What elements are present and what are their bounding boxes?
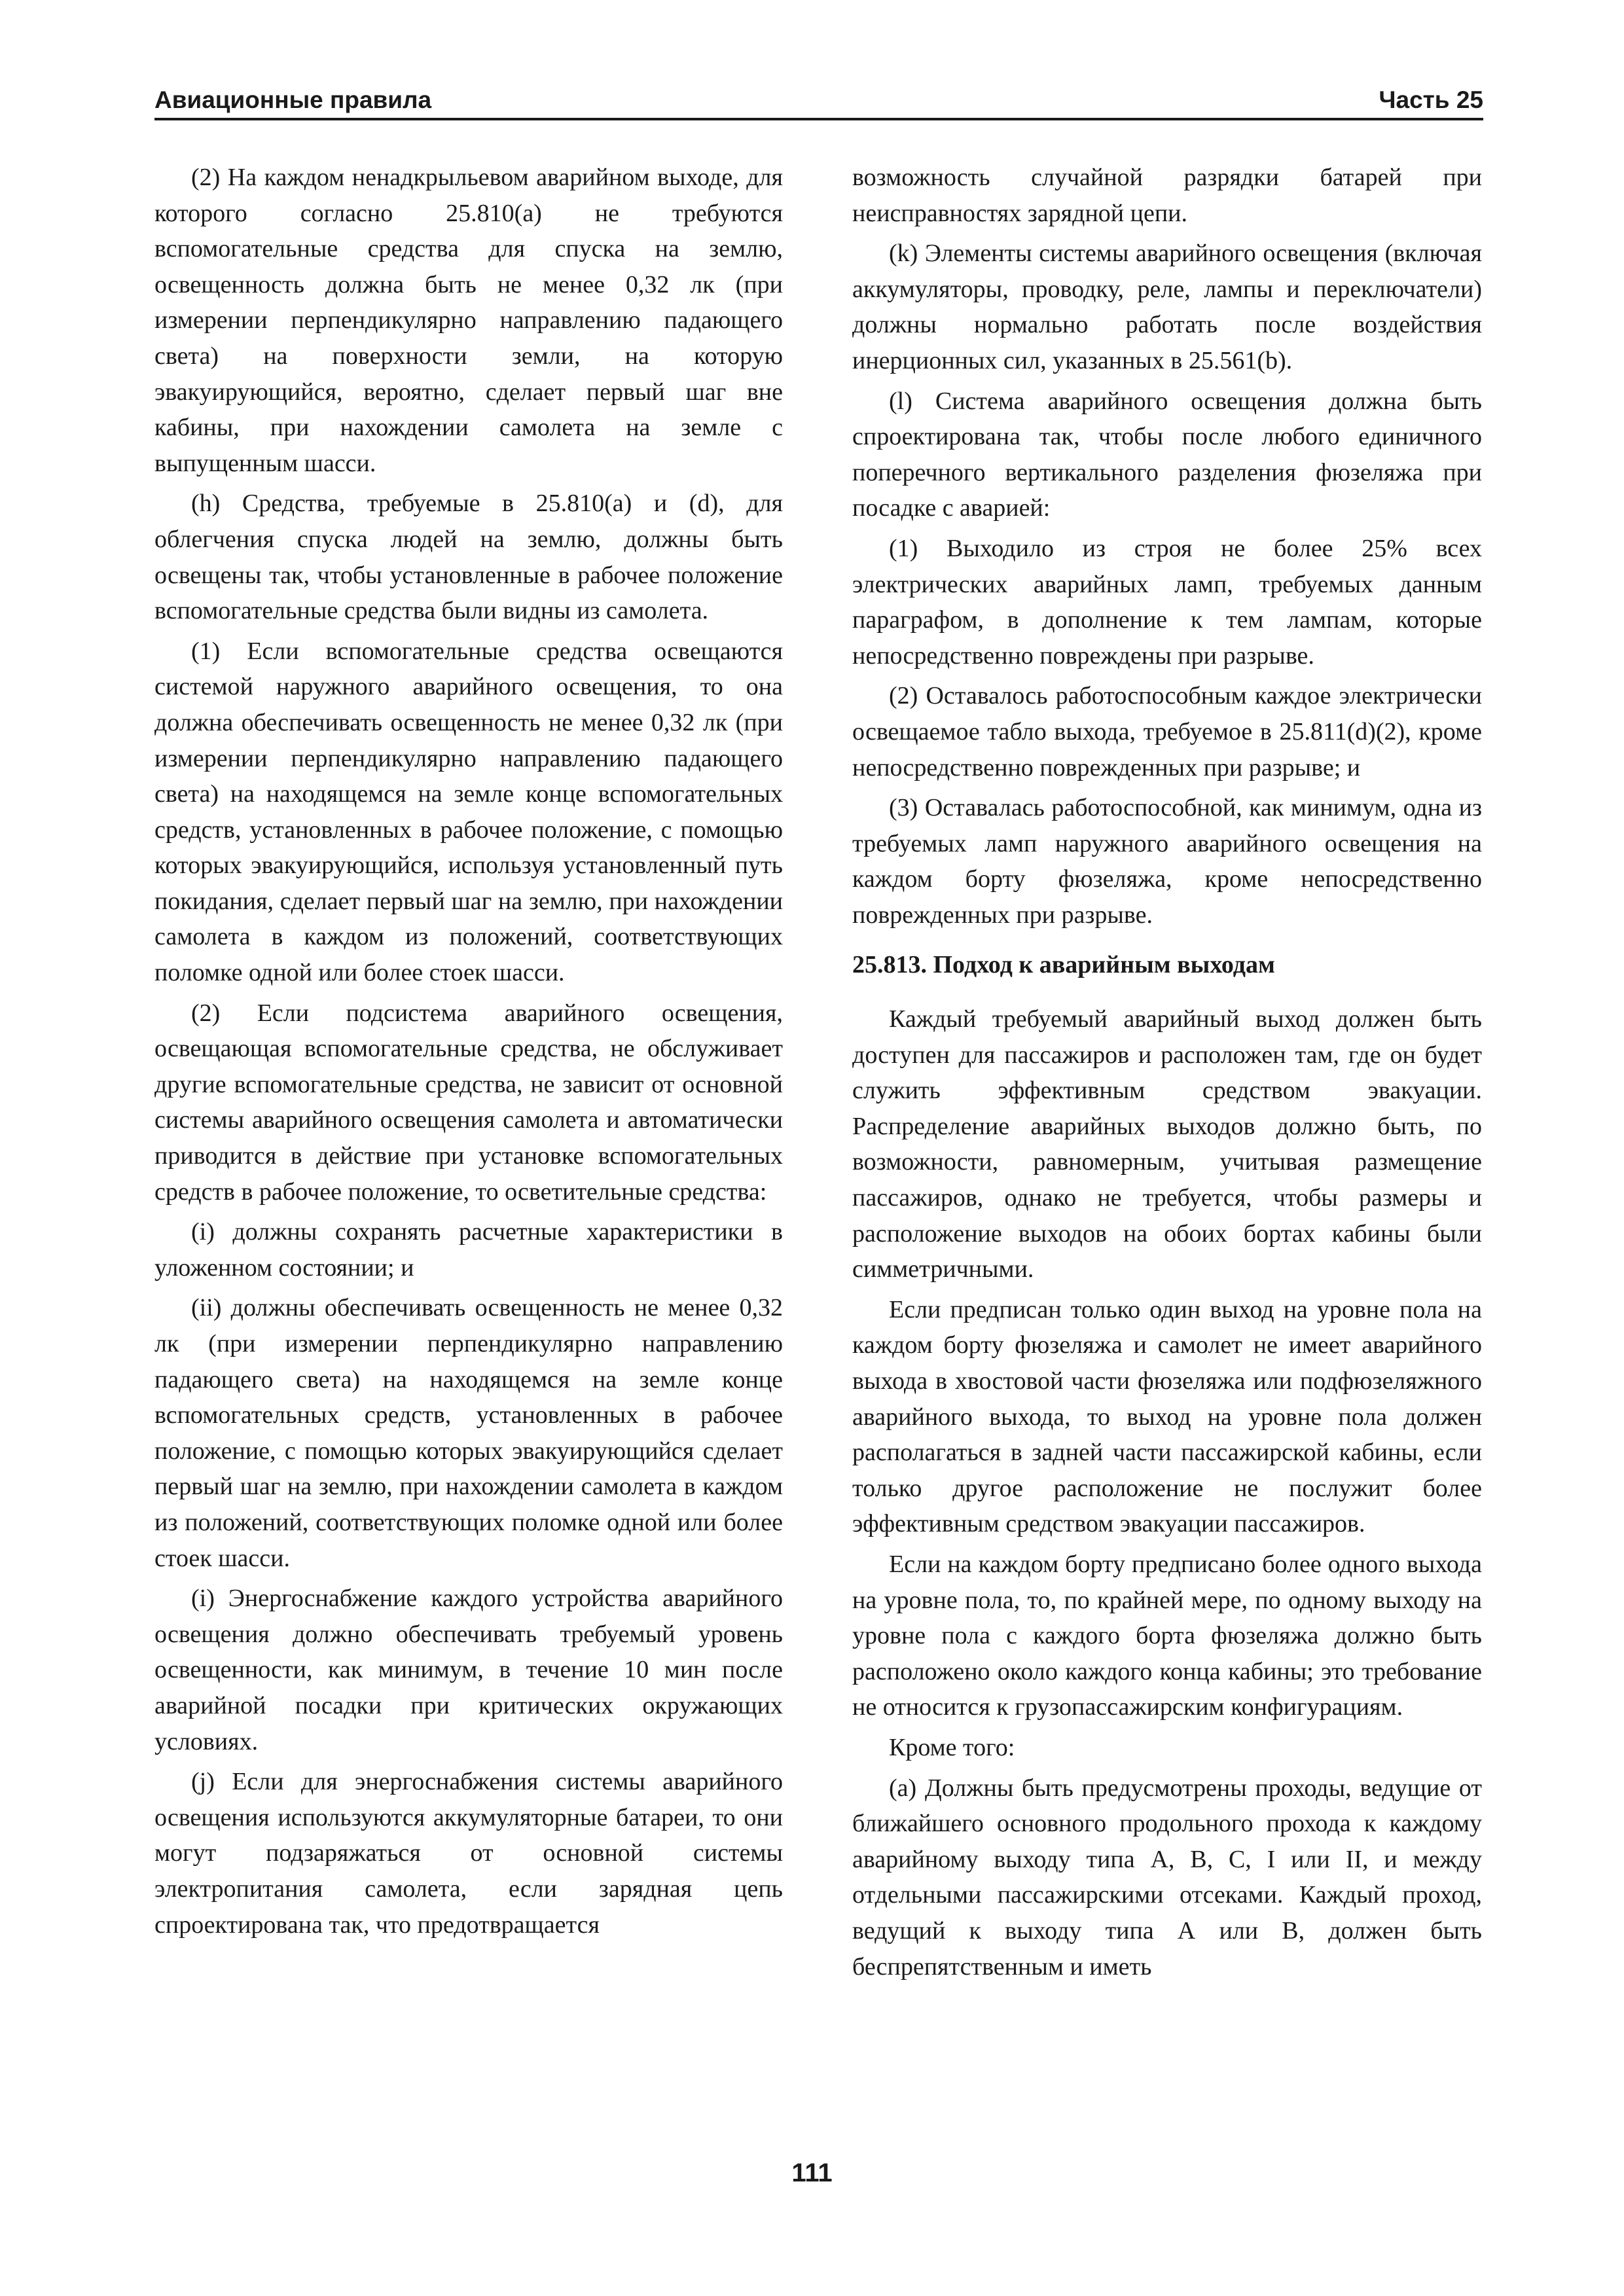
header-part-number: Часть 25 — [1379, 86, 1483, 113]
paragraph: (j) Если для энергоснабжения системы аварийного освещения используются аккумуляторные батареи, то они могут подзаряжаться от основной системы электропитания самолета, если зарядная цепь спроектирована так, что предотвращается — [154, 1768, 783, 1939]
paragraph: Кроме того: — [889, 1733, 1015, 1761]
paragraph: (i) должны сохранять расчетные характеристики в уложенном состоянии; и — [154, 1218, 783, 1282]
paragraph: (k) Элементы системы аварийного освещения (включая аккумуляторы, проводку, реле, лампы и переключатели) должны нормально работать после воздействия инерционных сил, указанных в 25.561(b). — [852, 240, 1482, 374]
section-heading: 25.813. Подход к аварийным выходам — [852, 951, 1275, 979]
paragraph: (2) Если подсистема аварийного освещения, освещающая вспомогательные средства, не обслуживает другие вспомогательные средства, не зависит от основной системы аварийного освещения самолета и автоматически приводится в действие при установке вспомогательных средств в рабочее положение, то осветительные средства: — [154, 999, 783, 1206]
header-document-title: Авиационные правила — [154, 86, 432, 113]
paragraph: (h) Средства, требуемые в 25.810(а) и (d), для облегчения спуска людей на землю, должны быть освещены так, чтобы установленные в рабочее положение вспомогательные средства были видны из самолета. — [154, 490, 783, 625]
paragraph: Если предписан только один выход на уровне пола на каждом борту фюзеляжа и самолет не имеет аварийного выхода в хвостовой части фюзеляжа или подфюзеляжного аварийного выхода, то выход на уровне пола должен располагаться в задней части пассажирской кабины, если только другое расположение не послужит более эффективным средством эвакуации пассажиров. — [852, 1295, 1482, 1538]
paragraph: (3) Оставалась работоспособной, как минимум, одна из требуемых ламп наружного аварийного освещения на каждом борту фюзеляжа, кроме непосредственно поврежденных при разрыве. — [852, 794, 1482, 929]
running-header — [154, 77, 1483, 120]
paragraph: (l) Система аварийного освещения должна быть спроектирована так, чтобы после любого единичного поперечного вертикального разделения фюзеляжа при посадке с аварией: — [852, 387, 1482, 522]
page-number: 111 — [791, 2159, 833, 2187]
left-column — [154, 160, 783, 1947]
paragraph: (i) Энергоснабжение каждого устройства аварийного освещения должно обеспечивать требуемый уровень освещенности, как минимум, в течение 10 мин после аварийной посадки при критических окружающих условиях. — [154, 1585, 783, 1755]
paragraph-continuation: возможность случайной разрядки батарей при неисправностях зарядной цепи. — [852, 164, 1482, 227]
paragraph: Каждый требуемый аварийный выход должен быть доступен для пассажиров и расположен там, где он будет служить эффективным средством эвакуации. Распределение аварийных выходов должно быть, по возможности, равномерным, учитывая размещение пассажиров, однако не требуется, чтобы размеры и расположение выходов на обоих бортах кабины были симметричными. — [852, 1005, 1482, 1283]
paragraph: (ii) должны обеспечивать освещенность не менее 0,32 лк (при измерении перпендикулярно направлению падающего света) на находящемся на земле конце вспомогательных средств, установленных в рабочее положение, с помощью которых эвакуирующийся сделает первый шаг на землю, при нахождении самолета в каждом из положений, соответствующих поломке одной или более стоек шасси. — [154, 1294, 783, 1572]
paragraph: (1) Если вспомогательные средства освещаются системой наружного аварийного освещения, то она должна обеспечивать освещенность не менее 0,32 лк (при измерении перпендикулярно направлению падающего света) на находящемся на земле конце вспомогательных средств, установленных в рабочее положение, с помощью которых эвакуирующийся, используя установленный путь покидания, сделает первый шаг на землю, при нахождении самолета в каждом из положений, соответствующих поломке одной или более стоек шасси. — [154, 637, 783, 987]
paragraph: Если на каждом борту предписано более одного выхода на уровне пола, то, по крайней мере, по одному выходу на уровне пола с каждого борта фюзеляжа должно быть расположено около каждого конца кабины; это требование не относится к грузопассажирским конфигурациям. — [852, 1550, 1482, 1721]
right-column — [852, 160, 1482, 1989]
paragraph: (2) На каждом ненадкрыльевом аварийном выходе, для которого согласно 25.810(а) не требуются вспомогательные средства для спуска на землю, освещенность должна быть не менее 0,32 лк (при измерении перпендикулярно направлению падающего света) на поверхности земли, на которую эвакуирующийся, вероятно, сделает первый шаг вне кабины, при нахождении самолета на земле с выпущенным шасси. — [154, 164, 783, 477]
paragraph: (1) Выходило из строя не более 25% всех электрических аварийных ламп, требуемых данным параграфом, в дополнение к тем лампам, которые непосредственно повреждены при разрыве. — [852, 534, 1482, 670]
paragraph: (а) Должны быть предусмотрены проходы, ведущие от ближайшего основного продольного прохода к каждому аварийному выходу типа А, В, С, I или II, и между отдельными пассажирскими отсеками. Каждый проход, ведущий к выходу типа А или В, должен быть беспрепятственным и иметь — [852, 1774, 1482, 1981]
paragraph: (2) Оставалось работоспособным каждое электрически освещаемое табло выхода, требуемое в 25.811(d)(2), кроме непосредственно поврежденных при разрыве; и — [852, 682, 1482, 781]
